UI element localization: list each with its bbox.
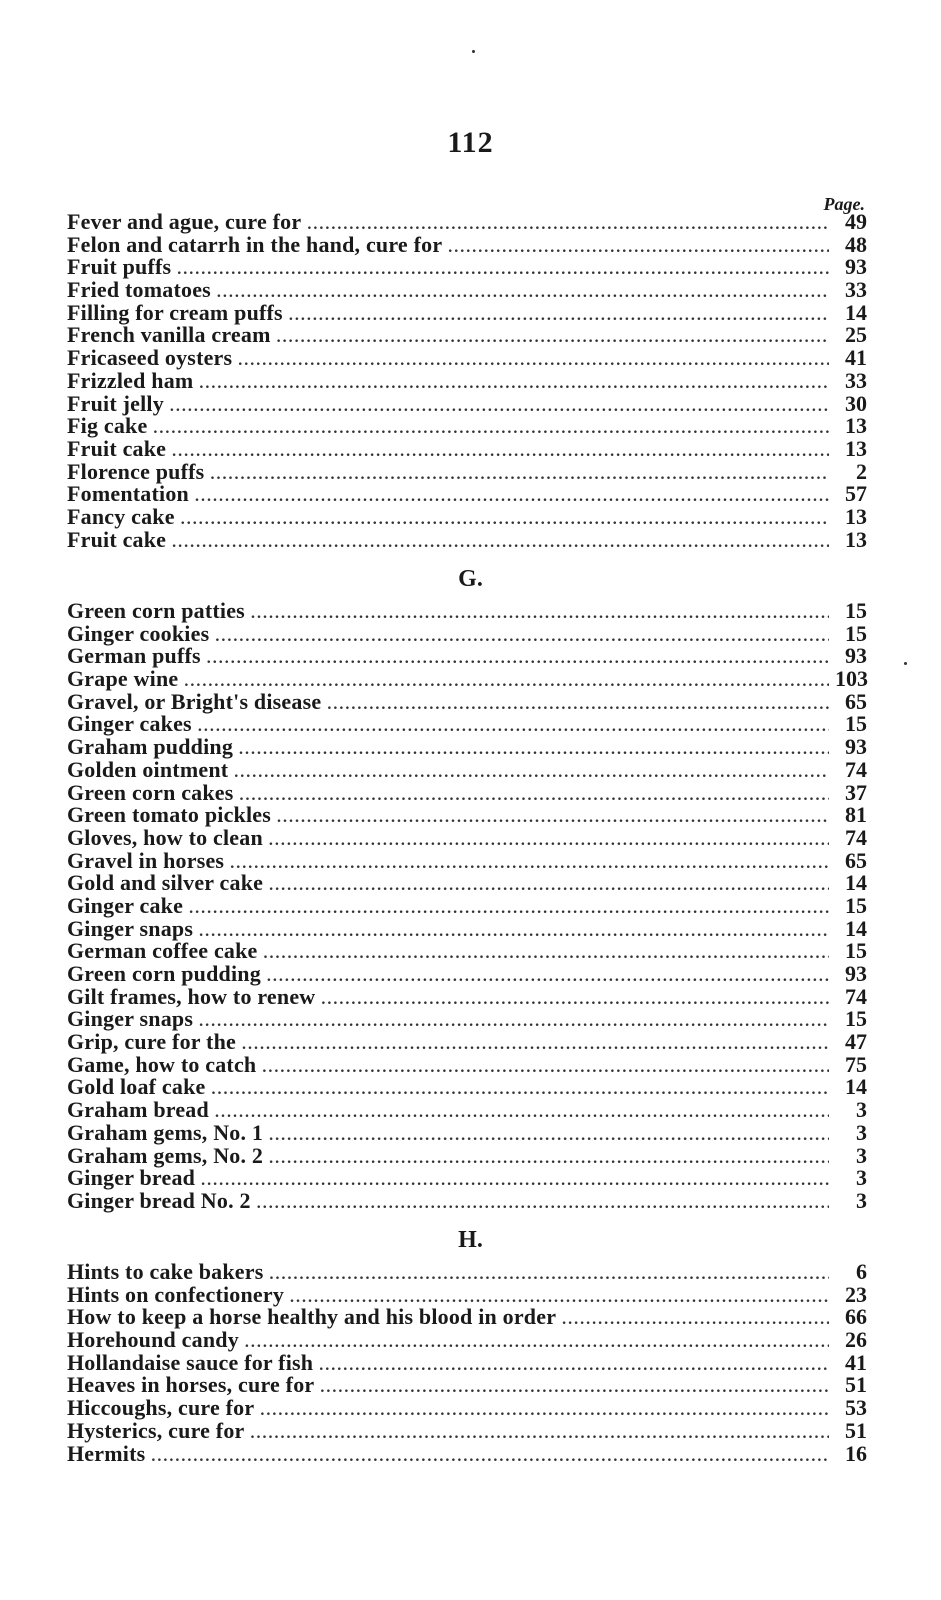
entry-page-number: 66 (845, 1304, 867, 1330)
entry-title: Ginger snaps (67, 1006, 194, 1032)
index-entry (67, 1397, 867, 1420)
index-entry (67, 1187, 867, 1213)
entry-page-number: 2 (856, 458, 867, 484)
dot-leader (242, 1034, 829, 1056)
dot-leader (177, 259, 829, 281)
entry-title: Gravel in horses (67, 847, 225, 873)
dot-leader (319, 1355, 829, 1377)
entry-page-number: 3 (856, 1097, 867, 1123)
dot-leader (230, 853, 829, 875)
entry-page-number: 14 (845, 870, 867, 896)
dot-leader (240, 785, 829, 807)
index-entry (67, 1329, 867, 1352)
index-entry (67, 756, 867, 782)
entry-title: Horehound candy (67, 1327, 239, 1353)
index-entry (67, 1008, 867, 1031)
dot-leader (277, 807, 829, 829)
index-entry (67, 324, 867, 347)
dot-leader (207, 648, 829, 670)
index-entry (67, 256, 867, 279)
entry-title: Fried tomatoes (67, 277, 211, 303)
entry-title: Hints to cake bakers (67, 1259, 264, 1284)
dot-leader (321, 989, 829, 1011)
index-section-h (67, 1261, 867, 1465)
entry-page-number: 74 (845, 983, 867, 1009)
dot-leader (172, 441, 829, 463)
dot-leader (181, 509, 829, 531)
dot-leader (199, 1011, 829, 1033)
dot-leader (245, 1332, 829, 1354)
dot-leader (257, 1193, 829, 1215)
dot-leader (199, 921, 829, 943)
entry-title: Fruit cake (67, 435, 167, 461)
entry-page-number: 13 (845, 413, 867, 439)
index-entry (67, 211, 867, 234)
entry-page-number: 14 (845, 915, 867, 941)
entry-title: Game, how to catch (67, 1051, 257, 1077)
index-entry (67, 390, 867, 416)
entry-page-number: 16 (845, 1440, 867, 1466)
index-entry (67, 645, 867, 668)
entry-page-number: 13 (845, 435, 867, 461)
entry-title: Fig cake (67, 413, 148, 439)
index-entry (67, 415, 867, 438)
entry-title: Graham pudding (67, 734, 234, 760)
entry-title: Hollandaise sauce for fish (67, 1349, 314, 1375)
entry-title: Fancy cake (67, 503, 175, 529)
entry-page-number: 15 (845, 711, 867, 737)
entry-page-number: 65 (845, 847, 867, 873)
section-letter-h: H. (458, 1227, 483, 1253)
entry-page-number: 26 (845, 1327, 867, 1353)
entry-page-number: 81 (845, 802, 867, 828)
index-entry (67, 347, 867, 370)
index-entry (67, 483, 867, 506)
entry-title: Gravel, or Bright's disease (67, 688, 322, 714)
entry-title: Ginger cake (67, 892, 184, 918)
entry-title: German puffs (67, 643, 201, 669)
dot-leader (151, 1446, 829, 1468)
entry-page-number: 30 (845, 390, 867, 416)
index-section-f (67, 211, 867, 551)
page-column-label: Page. (823, 194, 865, 214)
dot-leader (170, 396, 829, 418)
entry-title: Gold loaf cake (67, 1074, 206, 1100)
index-entry (67, 279, 867, 302)
index-entry (67, 503, 867, 529)
dot-leader (172, 532, 829, 554)
entry-page-number: 74 (845, 756, 867, 782)
entry-page-number: 93 (845, 734, 867, 760)
entry-title: Graham gems, No. 1 (67, 1119, 264, 1145)
entry-page-number: 33 (845, 367, 867, 393)
entry-page-number: 3 (856, 1187, 867, 1213)
index-entry (67, 1119, 867, 1145)
entry-title: Grape wine (67, 666, 179, 692)
index-entry (67, 983, 867, 1009)
entry-page-number: 93 (845, 961, 867, 986)
entry-page-number: 53 (845, 1395, 867, 1421)
dot-leader (198, 716, 829, 738)
entry-title: Heaves in horses, cure for (67, 1372, 315, 1398)
entry-title: Fruit cake (67, 526, 167, 552)
entry-page-number: 3 (856, 1165, 867, 1191)
entry-page-number: 93 (845, 643, 867, 669)
entry-title: Grip, cure for the (67, 1029, 236, 1055)
dot-leader (210, 464, 829, 486)
print-speck (904, 662, 907, 665)
entry-title: Hysterics, cure for (67, 1417, 245, 1443)
entry-page-number: 13 (845, 526, 867, 552)
entry-title: French vanilla cream (67, 322, 271, 348)
dot-leader (327, 694, 829, 716)
index-entry (67, 526, 867, 552)
dot-leader (201, 1170, 829, 1192)
entry-title: Green tomato pickles (67, 802, 272, 828)
entry-page-number: 75 (845, 1051, 867, 1077)
section-letter-g: G. (458, 566, 483, 592)
entry-page-number: 51 (845, 1372, 867, 1398)
index-entry (67, 1099, 867, 1122)
entry-title: Fruit puffs (67, 254, 172, 280)
entry-title: Green corn patties (67, 598, 245, 623)
dot-leader (277, 327, 829, 349)
index-entry (67, 940, 867, 963)
entry-page-number: 6 (856, 1259, 867, 1284)
index-entry (67, 1051, 867, 1077)
print-speck (472, 50, 475, 53)
entry-page-number: 15 (845, 620, 867, 646)
dot-leader (262, 1057, 829, 1079)
index-entry (67, 668, 867, 691)
entry-page-number: 14 (845, 299, 867, 325)
entry-title: Ginger bread (67, 1165, 196, 1191)
index-entry (67, 847, 867, 873)
entry-title: Graham bread (67, 1097, 209, 1123)
dot-leader (260, 1400, 829, 1422)
index-entry (67, 1261, 867, 1284)
entry-page-number: 49 (845, 209, 867, 234)
index-entry (67, 458, 867, 484)
entry-title: Golden ointment (67, 756, 229, 782)
index-entry (67, 1306, 867, 1329)
entry-page-number: 48 (845, 231, 867, 257)
index-entry (67, 872, 867, 895)
index-entry (67, 1076, 867, 1099)
index-entry (67, 620, 867, 646)
entry-page-number: 41 (845, 345, 867, 371)
entry-title: Ginger cakes (67, 711, 192, 737)
entry-title: Filling for cream puffs (67, 299, 283, 325)
entry-page-number: 93 (845, 254, 867, 280)
entry-title: Florence puffs (67, 458, 205, 484)
index-entry (67, 1417, 867, 1443)
entry-page-number: 15 (845, 938, 867, 964)
entry-page-number: 33 (845, 277, 867, 303)
dot-leader (264, 943, 829, 965)
dot-leader (267, 966, 829, 988)
dot-leader (215, 1102, 829, 1124)
entry-title: Ginger bread No. 2 (67, 1187, 251, 1213)
entry-title: Hints on confectionery (67, 1281, 285, 1307)
entry-page-number: 51 (845, 1417, 867, 1443)
index-entry (67, 688, 867, 714)
entry-title: Green corn cakes (67, 779, 234, 805)
dot-leader (199, 373, 829, 395)
entry-page-number: 15 (845, 598, 867, 623)
index-entry (67, 1142, 867, 1168)
dot-leader (562, 1309, 829, 1331)
dot-leader (238, 350, 829, 372)
entry-title: Fever and ague, cure for (67, 209, 302, 234)
index-entry (67, 736, 867, 759)
index-entry (67, 1281, 867, 1307)
entry-page-number: 74 (845, 824, 867, 850)
entry-page-number: 57 (845, 481, 867, 507)
dot-leader (239, 739, 829, 761)
index-entry (67, 1440, 867, 1466)
entry-title: Graham gems, No. 2 (67, 1142, 264, 1168)
entry-page-number: 47 (845, 1029, 867, 1055)
entry-title: Fomentation (67, 481, 189, 507)
index-entry (67, 779, 867, 805)
dot-leader (211, 1079, 829, 1101)
entry-title: Hiccoughs, cure for (67, 1395, 255, 1421)
dot-leader (269, 1125, 829, 1147)
index-entry (67, 713, 867, 736)
index-entry (67, 1167, 867, 1190)
index-entry (67, 1031, 867, 1054)
index-entry (67, 824, 867, 850)
dot-leader (251, 603, 829, 625)
entry-title: Fruit jelly (67, 390, 164, 416)
entry-title: Fricaseed oysters (67, 345, 233, 371)
dot-leader (448, 237, 829, 259)
entry-title: Hermits (67, 1440, 146, 1466)
index-entry (67, 1374, 867, 1397)
index-entry (67, 435, 867, 461)
dot-leader (195, 486, 829, 508)
dot-leader (270, 1264, 830, 1286)
entry-page-number: 37 (845, 779, 867, 805)
dot-leader (269, 830, 829, 852)
entry-page-number: 65 (845, 688, 867, 714)
entry-page-number: 3 (856, 1119, 867, 1145)
dot-leader (234, 762, 829, 784)
index-entry (67, 892, 867, 918)
entry-page-number: 41 (845, 1349, 867, 1375)
entry-title: How to keep a horse healthy and his blood in order (67, 1304, 557, 1330)
entry-page-number: 23 (845, 1281, 867, 1307)
dot-leader (153, 418, 829, 440)
entry-title: Ginger cookies (67, 620, 210, 646)
index-entry (67, 367, 867, 393)
dot-leader (215, 626, 829, 648)
index-section-g (67, 600, 867, 1213)
entry-page-number: 15 (845, 892, 867, 918)
dot-leader (320, 1377, 829, 1399)
entry-page-number: 25 (845, 322, 867, 348)
entry-title: Gloves, how to clean (67, 824, 263, 850)
entry-title: Green corn pudding (67, 961, 261, 986)
dot-leader (289, 305, 829, 327)
index-entry (67, 963, 867, 986)
index-entry (67, 804, 867, 827)
entry-title: Frizzled ham (67, 367, 194, 393)
dot-leader (189, 898, 829, 920)
entry-page-number: 3 (856, 1142, 867, 1168)
dot-leader (269, 1148, 829, 1170)
index-entry (67, 915, 867, 941)
index-entry (67, 299, 867, 325)
index-entry (67, 600, 867, 623)
dot-leader (269, 875, 829, 897)
entry-title: Ginger snaps (67, 915, 194, 941)
dot-leader (251, 1423, 830, 1445)
dot-leader (217, 282, 829, 304)
index-entry (67, 1349, 867, 1375)
entry-title: Gilt frames, how to renew (67, 983, 316, 1009)
entry-page-number: 14 (845, 1074, 867, 1100)
entry-page-number: 15 (845, 1006, 867, 1032)
entry-title: Gold and silver cake (67, 870, 264, 896)
entry-page-number: 13 (845, 503, 867, 529)
entry-title: German coffee cake (67, 938, 258, 964)
entry-page-number: 103 (835, 666, 868, 692)
entry-title: Felon and catarrh in the hand, cure for (67, 231, 443, 257)
page-number: 112 (447, 126, 494, 159)
index-entry (67, 231, 867, 257)
